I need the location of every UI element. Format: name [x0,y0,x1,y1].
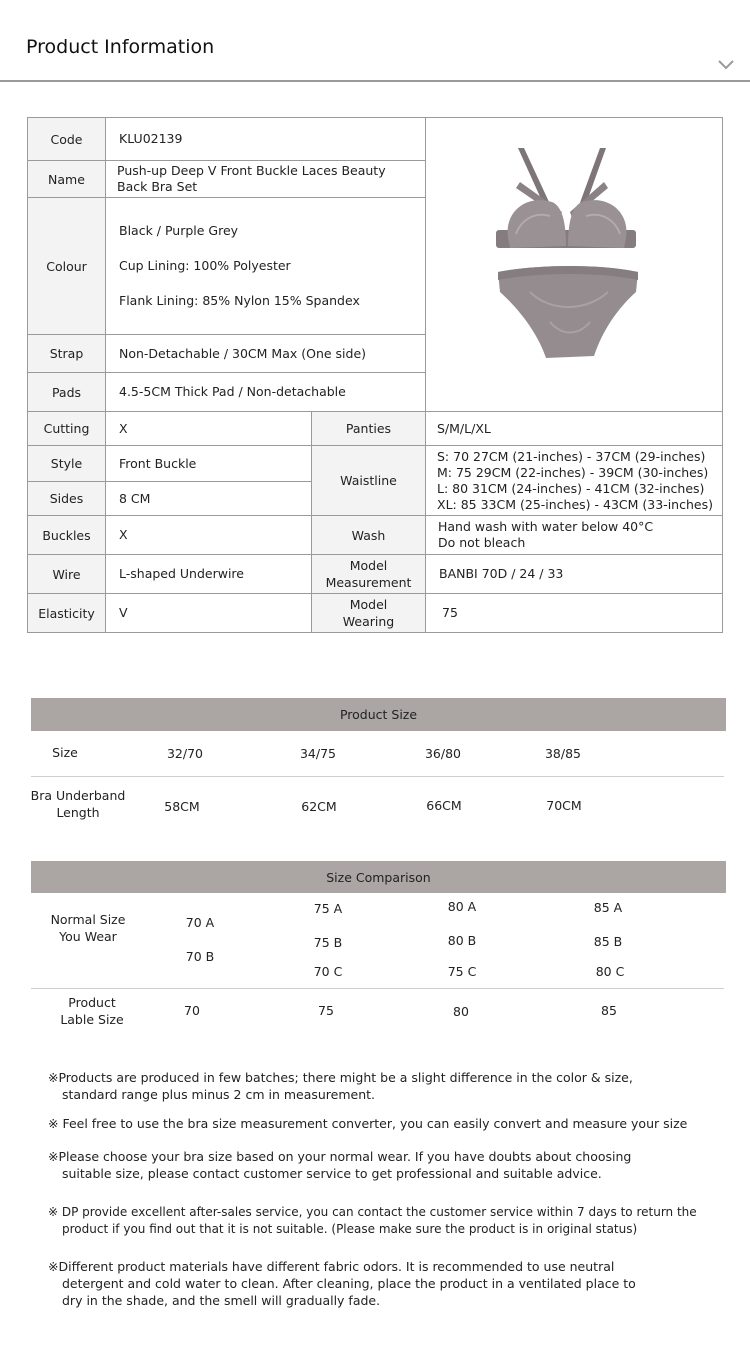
label-size-label-1: Product [68,995,116,1010]
compare-cell: 70 B [185,949,215,964]
chevron-down-icon[interactable] [717,58,735,72]
style-value: Front Buckle [119,455,197,471]
flank-lining-value: Flank Lining: 85% Nylon 15% Spandex [119,293,360,308]
model-measurement-value: BANBI 70D / 24 / 33 [439,566,564,581]
pads-value: 4.5-5CM Thick Pad / Non-detachable [119,384,346,399]
panties-value: S/M/L/XL [437,420,491,436]
note-line: ※Please choose your bra size based on your normal wear. If you have doubts about choosing [48,1149,632,1164]
colour-block [106,198,425,334]
wash-line-1: Hand wash with water below 40°C [438,519,654,534]
code-value: KLU02139 [119,131,183,146]
model-wearing-label [312,594,425,632]
note-batches [48,1069,708,1103]
cup-lining-value: Cup Lining: 100% Polyester [119,258,291,273]
model-measurement-label-2: Measurement [325,575,412,590]
label-size-cell: 75 [318,1003,334,1018]
size-comparison-header: Size Comparison [31,861,726,893]
size-cell: 34/75 [299,746,337,761]
underband-label [28,787,128,821]
waistline-block [426,446,722,515]
underband-cell: 70CM [546,798,582,813]
note-odors [48,1258,708,1309]
note-converter [48,1115,708,1132]
wire-value: L-shaped Underwire [119,566,244,581]
product-size-header: Product Size [31,698,726,731]
strap-label: Strap [49,346,84,361]
label-size-cell: 70 [184,1003,200,1018]
label-size-cell: 85 [601,1003,617,1018]
model-measurement-label-1: Model [349,558,388,573]
note-line: ※ DP provide excellent after-sales service, you can contact the customer service within 7 days to return the [48,1205,697,1219]
style-label: Style [50,456,83,471]
cutting-value: X [119,420,128,436]
model-wearing-label-2: Wearing [342,614,395,629]
wash-line-2: Do not bleach [438,535,526,550]
note-line: ※Different product materials have different fabric odors. It is recommended to use neutral [48,1259,615,1274]
waistline-l: L: 80 31CM (24-inches) - 41CM (32-inches) [437,480,705,496]
normal-size-label-1: Normal Size [50,912,126,927]
wire-label: Wire [52,566,81,582]
size-cell: 32/70 [166,746,204,761]
note-line: standard range plus minus 2 cm in measurement. [62,1087,376,1102]
size-label: Size [52,745,78,760]
note-line: ※ Feel free to use the bra size measurement converter, you can easily convert and measure your size [48,1116,688,1131]
model-measurement-label [312,555,425,593]
strap-value: Non-Detachable / 30CM Max (One side) [119,345,367,361]
colour-label: Colour [46,258,87,274]
row-divider [31,988,724,989]
label-size-label [42,994,142,1028]
compare-cell: 85 A [593,900,623,915]
header-divider [0,80,750,82]
compare-cell: 80 A [447,899,477,914]
note-line: dry in the shade, and the smell will gradually fade. [62,1293,381,1308]
wash-label: Wash [351,527,386,543]
compare-cell: 75 C [447,964,477,979]
waistline-label: Waistline [340,473,397,488]
note-line: detergent and cold water to clean. After cleaning, place the product in a ventilated place to [62,1276,636,1291]
name-label: Name [48,171,85,187]
compare-cell: 80 B [447,933,477,948]
size-cell: 36/80 [424,746,462,761]
elasticity-value: V [119,605,128,620]
name-value: Push-up Deep V Front Buckle Laces Beauty Back Bra Set [117,163,386,194]
note-after-sales [48,1204,708,1238]
waistline-s: S: 70 27CM (21-inches) - 37CM (29-inches) [437,448,706,464]
model-wearing-label-1: Model [349,597,388,612]
compare-cell: 80 C [595,964,625,979]
model-wearing-value: 75 [442,605,458,620]
compare-cell: 75 A [313,901,343,916]
pads-label: Pads [51,384,82,400]
page-title: Product Information [26,36,215,58]
note-choose-size [48,1148,708,1182]
normal-size-label [38,911,138,945]
buckles-value: X [119,527,128,542]
underband-cell: 58CM [164,799,200,814]
product-image [490,142,650,364]
waistline-m: M: 75 29CM (22-inches) - 39CM (30-inches) [437,464,709,480]
underband-label-2: Length [56,805,100,820]
code-label: Code [50,131,83,147]
waistline-xl: XL: 85 33CM (25-inches) - 43CM (33-inches) [437,496,713,512]
label-size-label-2: Lable Size [60,1012,124,1027]
underband-label-1: Bra Underband [30,788,126,803]
buckles-label: Buckles [42,527,91,543]
colour-value: Black / Purple Grey [119,223,239,238]
note-line: product if you find out that it is not suitable. (Please make sure the product is in original status) [62,1222,638,1236]
elasticity-label: Elasticity [38,605,95,621]
compare-cell: 85 B [593,934,623,949]
note-line: suitable size, please contact customer service to get professional and suitable advice. [62,1166,602,1181]
sides-label: Sides [49,491,84,506]
normal-size-label-2: You Wear [59,929,117,944]
compare-cell: 70 A [185,915,215,930]
size-cell: 38/85 [544,746,582,761]
wash-block [426,516,722,554]
label-size-cell: 80 [453,1004,469,1019]
compare-cell: 75 B [313,935,343,950]
sides-value: 8 CM [119,490,151,506]
row-divider [31,776,724,777]
cutting-label: Cutting [43,421,90,436]
compare-cell: 70 C [313,964,343,979]
underband-cell: 66CM [426,798,462,813]
underband-cell: 62CM [301,799,337,814]
panties-label: Panties [345,421,392,436]
note-line: ※Products are produced in few batches; there might be a slight difference in the color & size, [48,1070,633,1085]
